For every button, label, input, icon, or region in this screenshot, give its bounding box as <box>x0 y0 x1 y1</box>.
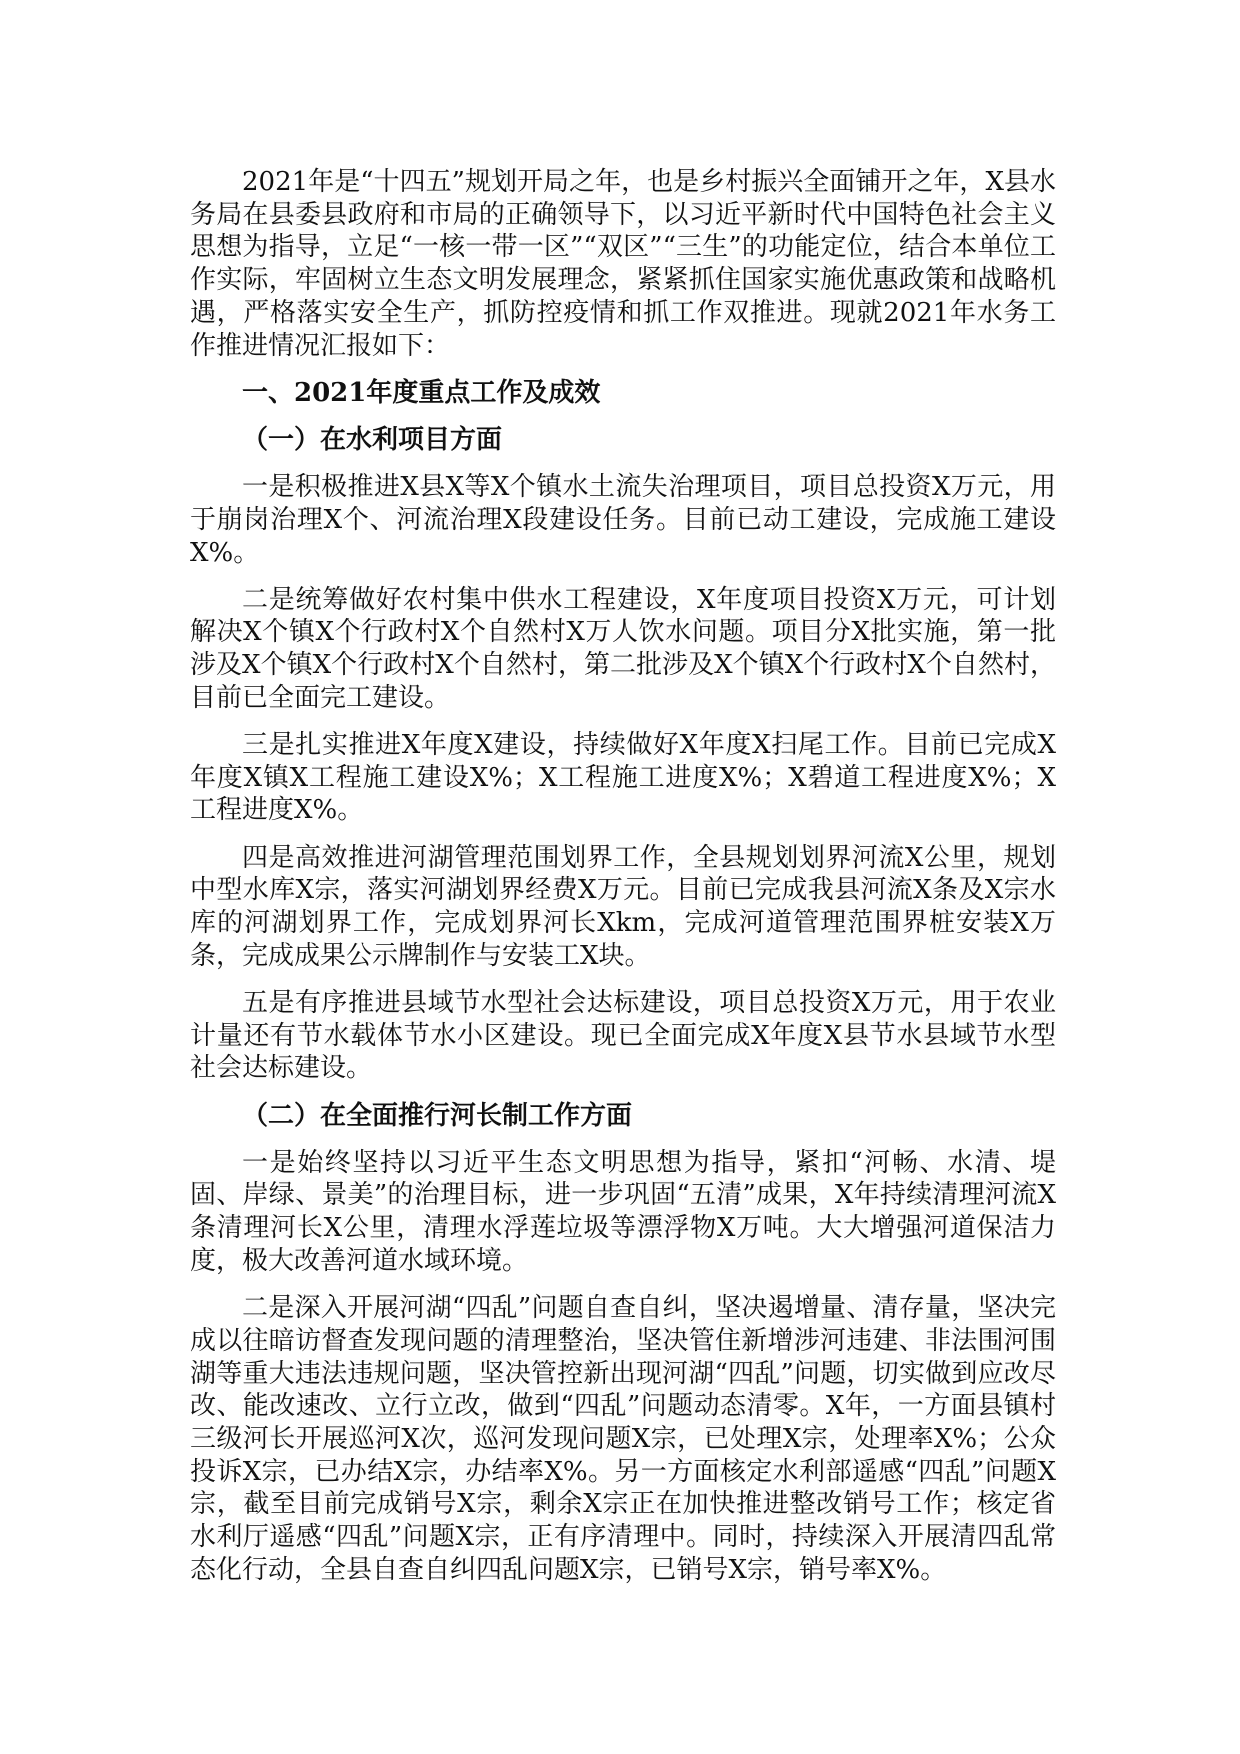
body-paragraph: 二是统筹做好农村集中供水工程建设，X年度项目投资X万元，可计划解决X个镇X个行政村X个自然村X万人饮水问题。项目分X批实施，第一批涉及X个镇X个行政村X个自然村，第二批涉及X个镇X个行政村X个自然村，目前已全面完工建设。 <box>190 584 1056 713</box>
body-paragraph: 一是积极推进X县X等X个镇水土流失治理项目，项目总投资X万元，用于崩岗治理X个、河流治理X段建设任务。目前已动工建设，完成施工建设X%。 <box>190 472 1056 568</box>
body-paragraph: 一是始终坚持以习近平生态文明思想为指导，紧扣“河畅、水清、堤固、岸绿、景美”的治理目标，进一步巩固“五清”成果，X年持续清理河流X条清理河长X公里，清理水浮莲垃圾等漂浮物X万吨。大大增强河道保洁力度，极大改善河道水域环境。 <box>190 1147 1056 1276</box>
subsection-heading: （二）在全面推行河长制工作方面 <box>242 1100 633 1131</box>
body-paragraph: 三是扎实推进X年度X建设，持续做好X年度X扫尾工作。目前已完成X年度X镇X工程施工建设X%；X工程施工进度X%；X碧道工程进度X%；X工程进度X%。 <box>190 730 1056 826</box>
section-heading: 一、2021年度重点工作及成效 <box>242 377 601 408</box>
document-page <box>190 166 1056 1601</box>
body-paragraph: 五是有序推进县域节水型社会达标建设，项目总投资X万元，用于农业计量还有节水载体节水小区建设。现已全面完成X年度X县节水县域节水型社会达标建设。 <box>190 987 1056 1084</box>
intro-paragraph: 2021年是“十四五”规划开局之年，也是乡村振兴全面铺开之年，X县水务局在县委县政府和市局的正确领导下，以习近平新时代中国特色社会主义思想为指导，立足“一核一带一区”“双区”“三生”的功能定位，结合本单位工作实际，牢固树立生态文明发展理念，紧紧抓住国家实施优惠政策和战略机遇，严格落实安全生产，抓防控疫情和抓工作双推进。现就2021年水务工作推进情况汇报如下： <box>190 167 1056 361</box>
subsection-heading: （一）在水利项目方面 <box>242 424 503 455</box>
body-paragraph: 四是高效推进河湖管理范围划界工作，全县规划划界河流X公里，规划中型水库X宗，落实河湖划界经费X万元。目前已完成我县河流X条及X宗水库的河湖划界工作，完成划界河长Xkm，完成河道管理范围界桩安装X万条，完成成果公示牌制作与安装工X块。 <box>190 842 1056 971</box>
body-paragraph: 二是深入开展河湖“四乱”问题自查自纠，坚决遏增量、清存量，坚决完成以往暗访督查发现问题的清理整治，坚决管住新增涉河违建、非法围河围湖等重大违法违规问题，坚决管控新出现河湖“四乱”问题，切实做到应改尽改、能改速改、立行立改，做到“四乱”问题动态清零。X年，一方面县镇村三级河长开展巡河X次，巡河发现问题X宗，已处理X宗，处理率X%；公众投诉X宗，已办结X宗，办结率X%。另一方面核定水利部遥感“四乱”问题X宗，截至目前完成销号X宗，剩余X宗正在加快推进整改销号工作；核定省水利厅遥感“四乱”问题X宗，正有序清理中。同时，持续深入开展清四乱常态化行动，全县自查自纠四乱问题X宗，已销号X宗，销号率X%。 <box>190 1293 1056 1585</box>
